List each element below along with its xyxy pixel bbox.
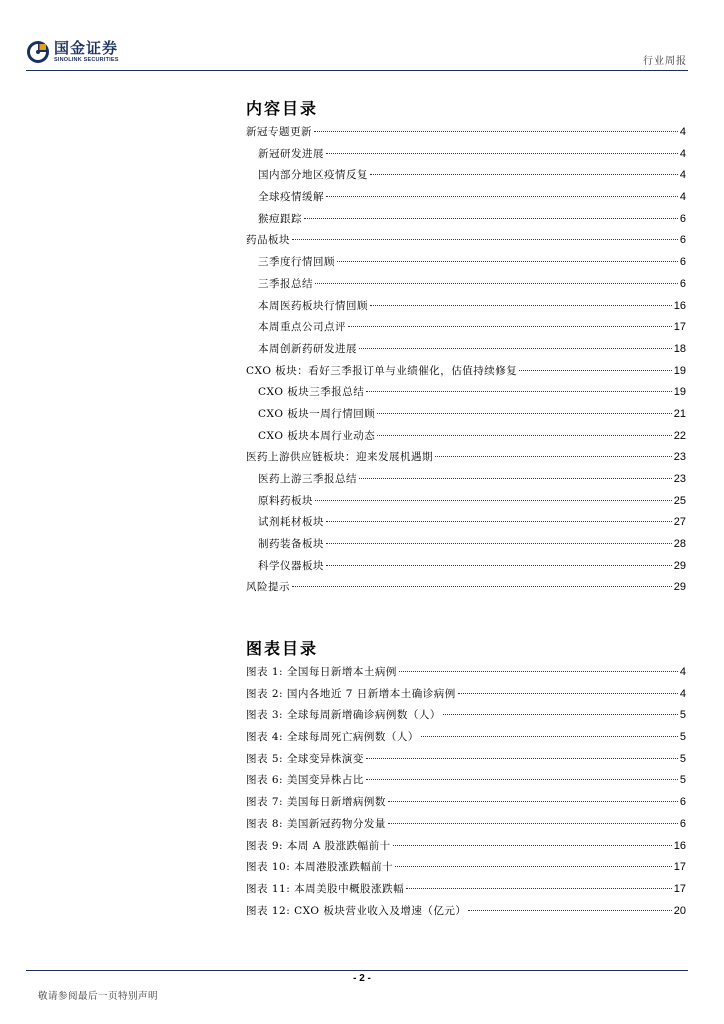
contents-entry-label: 三季度行情回顾: [258, 256, 335, 269]
contents-entry-label: CXO 板块：看好三季报订单与业绩催化，估值持续修复: [246, 364, 518, 377]
footer-divider: [26, 970, 688, 971]
figures-title: 图表目录: [246, 639, 319, 658]
figure-entry-label: 图表 5: 全球变异株演变: [246, 752, 364, 765]
contents-entry[interactable]: [246, 493, 686, 515]
contents-entry[interactable]: [246, 514, 686, 536]
dot-leader: [443, 714, 678, 715]
brand-name-en: SINOLINK SECURITIES: [54, 56, 119, 63]
contents-entry-label: 本周重点公司点评: [258, 321, 346, 334]
figure-entry[interactable]: [246, 751, 686, 773]
figure-entry-page: 5: [679, 731, 686, 744]
figure-entry-page: 5: [679, 752, 686, 765]
contents-entry[interactable]: [246, 211, 686, 233]
contents-entry[interactable]: [246, 319, 686, 341]
contents-entry[interactable]: [246, 384, 686, 406]
dot-leader: [326, 153, 678, 154]
dot-leader: [315, 500, 672, 501]
contents-entry[interactable]: [246, 298, 686, 320]
contents-entry[interactable]: [246, 449, 686, 471]
figure-entry[interactable]: [246, 816, 686, 838]
dot-leader: [359, 478, 672, 479]
report-type-label: 行业周报: [643, 56, 687, 67]
contents-entry-page: 6: [679, 234, 686, 247]
disclaimer-note: 敬请参阅最后一页特别声明: [38, 991, 159, 1002]
contents-entry-label: 三季报总结: [258, 277, 313, 290]
figure-entry-label: 图表 7: 美国每日新增病例数: [246, 796, 386, 809]
contents-entry-page: 22: [673, 429, 686, 442]
contents-entry-page: 19: [673, 386, 686, 399]
dot-leader: [326, 196, 678, 197]
page-header: [0, 0, 724, 72]
figure-entry[interactable]: [246, 859, 686, 881]
dot-leader: [377, 435, 671, 436]
contents-entry-page: 6: [679, 277, 686, 290]
figure-entry[interactable]: [246, 729, 686, 751]
figure-entry-page: 6: [679, 817, 686, 830]
dot-leader: [315, 283, 678, 284]
dot-leader: [468, 910, 671, 911]
figure-entry[interactable]: [246, 664, 686, 686]
dot-leader: [348, 326, 672, 327]
contents-entry-page: 23: [673, 451, 686, 464]
figure-entry[interactable]: [246, 794, 686, 816]
dot-leader: [304, 218, 678, 219]
figure-entry-page: 4: [679, 687, 686, 700]
contents-entry[interactable]: [246, 341, 686, 363]
figure-entry-page: 17: [673, 861, 686, 874]
contents-entry[interactable]: [246, 124, 686, 146]
figure-entry-label: 图表 10: 本周港股涨跌幅前十: [246, 861, 394, 874]
dot-leader: [377, 413, 671, 414]
contents-entry-label: 科学仪器板块: [258, 559, 324, 572]
figures-list: [246, 664, 686, 924]
contents-list: [246, 124, 686, 601]
contents-entry-label: 猴痘跟踪: [258, 212, 302, 225]
figure-entry-label: 图表 9: 本周 A 股涨跌幅前十: [246, 839, 391, 852]
contents-entry[interactable]: [246, 406, 686, 428]
contents-entry-page: 29: [673, 581, 686, 594]
dot-leader: [370, 174, 678, 175]
contents-entry[interactable]: [246, 558, 686, 580]
dot-leader: [366, 758, 678, 759]
contents-entry-label: 新冠研发进展: [258, 147, 324, 160]
figure-entry-page: 20: [673, 904, 686, 917]
figure-entry-page: 17: [673, 882, 686, 895]
dot-leader: [395, 866, 672, 867]
contents-entry-label: 新冠专题更新: [246, 126, 312, 138]
contents-entry-page: 16: [673, 299, 686, 312]
dot-leader: [370, 305, 672, 306]
dot-leader: [292, 239, 678, 240]
contents-entry-label: CXO 板块三季报总结: [258, 386, 365, 399]
dot-leader: [519, 370, 671, 371]
contents-entry-page: 6: [679, 212, 686, 225]
dot-leader: [366, 391, 671, 392]
brand-name-cn: 国金证券: [54, 38, 119, 57]
figure-entry-page: 5: [679, 709, 686, 722]
dot-leader: [388, 801, 678, 802]
dot-leader: [359, 348, 672, 349]
figure-entry[interactable]: [246, 772, 686, 794]
figure-entry-label: 图表 1: 全国每日新增本土病例: [246, 666, 397, 678]
contents-entry[interactable]: [246, 536, 686, 558]
contents-entry-page: 25: [673, 494, 686, 507]
figure-entry-label: 图表 2: 国内各地近 7 日新增本土确诊病例: [246, 687, 456, 700]
contents-entry-page: 19: [673, 364, 686, 377]
contents-entry[interactable]: [246, 428, 686, 450]
contents-entry-label: 原料药板块: [258, 494, 313, 507]
figure-entry[interactable]: [246, 707, 686, 729]
page-number: - 2 -: [353, 973, 371, 984]
contents-entry-label: 医药上游供应链板块：迎来发展机遇期: [246, 451, 433, 464]
dot-leader: [435, 456, 672, 457]
figure-entry-page: 16: [673, 839, 686, 852]
contents-entry-label: 药品板块: [246, 234, 290, 247]
sinolink-logo-icon: [26, 40, 50, 64]
dot-leader: [326, 521, 672, 522]
contents-entry[interactable]: [246, 189, 686, 211]
contents-entry[interactable]: [246, 276, 686, 298]
dot-leader: [406, 888, 672, 889]
contents-entry-page: 4: [679, 169, 686, 182]
dot-leader: [388, 823, 678, 824]
contents-entry[interactable]: [246, 232, 686, 254]
contents-entry-page: 17: [673, 321, 686, 334]
contents-entry-page: 23: [673, 473, 686, 485]
figure-entry-label: 图表 12: CXO 板块营业收入及增速（亿元）: [246, 904, 467, 917]
contents-entry-page: 21: [673, 407, 686, 420]
contents-entry-page: 4: [679, 126, 686, 138]
contents-entry-label: 全球疫情缓解: [258, 191, 324, 204]
figure-entry-label: 图表 4: 全球每周死亡病例数（人）: [246, 731, 419, 744]
dot-leader: [458, 693, 678, 694]
header-divider: [26, 70, 688, 71]
figure-entry-label: 图表 3: 全球每周新增确诊病例数（人）: [246, 709, 441, 722]
contents-entry[interactable]: [246, 254, 686, 276]
dot-leader: [326, 543, 672, 544]
contents-entry[interactable]: [246, 471, 686, 493]
contents-entry-label: 试剂耗材板块: [258, 516, 324, 529]
contents-entry-label: 风险提示: [246, 581, 290, 594]
dot-leader: [399, 671, 678, 672]
dot-leader: [337, 261, 678, 262]
contents-entry-label: 本周医药板块行情回顾: [258, 299, 368, 312]
contents-entry-label: 制药装备板块: [258, 538, 324, 551]
figure-entry[interactable]: [246, 686, 686, 708]
contents-entry-label: 医药上游三季报总结: [258, 473, 357, 485]
contents-entry-page: 6: [679, 256, 686, 269]
dot-leader: [421, 736, 678, 737]
contents-entry-page: 4: [679, 191, 686, 204]
contents-entry-page: 28: [673, 538, 686, 551]
figure-entry[interactable]: [246, 838, 686, 860]
contents-entry-page: 29: [673, 559, 686, 572]
dot-leader: [393, 845, 672, 846]
figure-entry-page: 5: [679, 774, 686, 787]
contents-entry-label: CXO 板块一周行情回顾: [258, 407, 376, 420]
contents-entry-label: 本周创新药研发进展: [258, 342, 357, 355]
figure-entry-page: 4: [679, 666, 686, 678]
contents-entry[interactable]: [246, 579, 686, 601]
dot-leader: [366, 779, 678, 780]
figure-entry-page: 6: [679, 796, 686, 809]
dot-leader: [314, 131, 678, 132]
figure-entry-label: 图表 6: 美国变异株占比: [246, 774, 364, 787]
contents-entry-label: 国内部分地区疫情反复: [258, 169, 368, 182]
contents-title: 内容目录: [246, 99, 319, 118]
contents-entry-page: 27: [673, 516, 686, 529]
dot-leader: [292, 586, 672, 587]
figure-entry[interactable]: [246, 903, 686, 925]
contents-entry-page: 4: [679, 147, 686, 160]
contents-entry-label: CXO 板块本周行业动态: [258, 429, 376, 442]
figure-entry-label: 图表 11: 本周美股中概股涨跌幅: [246, 882, 405, 895]
figure-entry[interactable]: [246, 881, 686, 903]
contents-entry[interactable]: [246, 167, 686, 189]
brand-logo: [26, 40, 119, 64]
dot-leader: [326, 565, 672, 566]
contents-entry[interactable]: [246, 363, 686, 385]
contents-entry[interactable]: [246, 146, 686, 168]
figure-entry-label: 图表 8: 美国新冠药物分发量: [246, 817, 386, 830]
contents-entry-page: 18: [673, 342, 686, 355]
